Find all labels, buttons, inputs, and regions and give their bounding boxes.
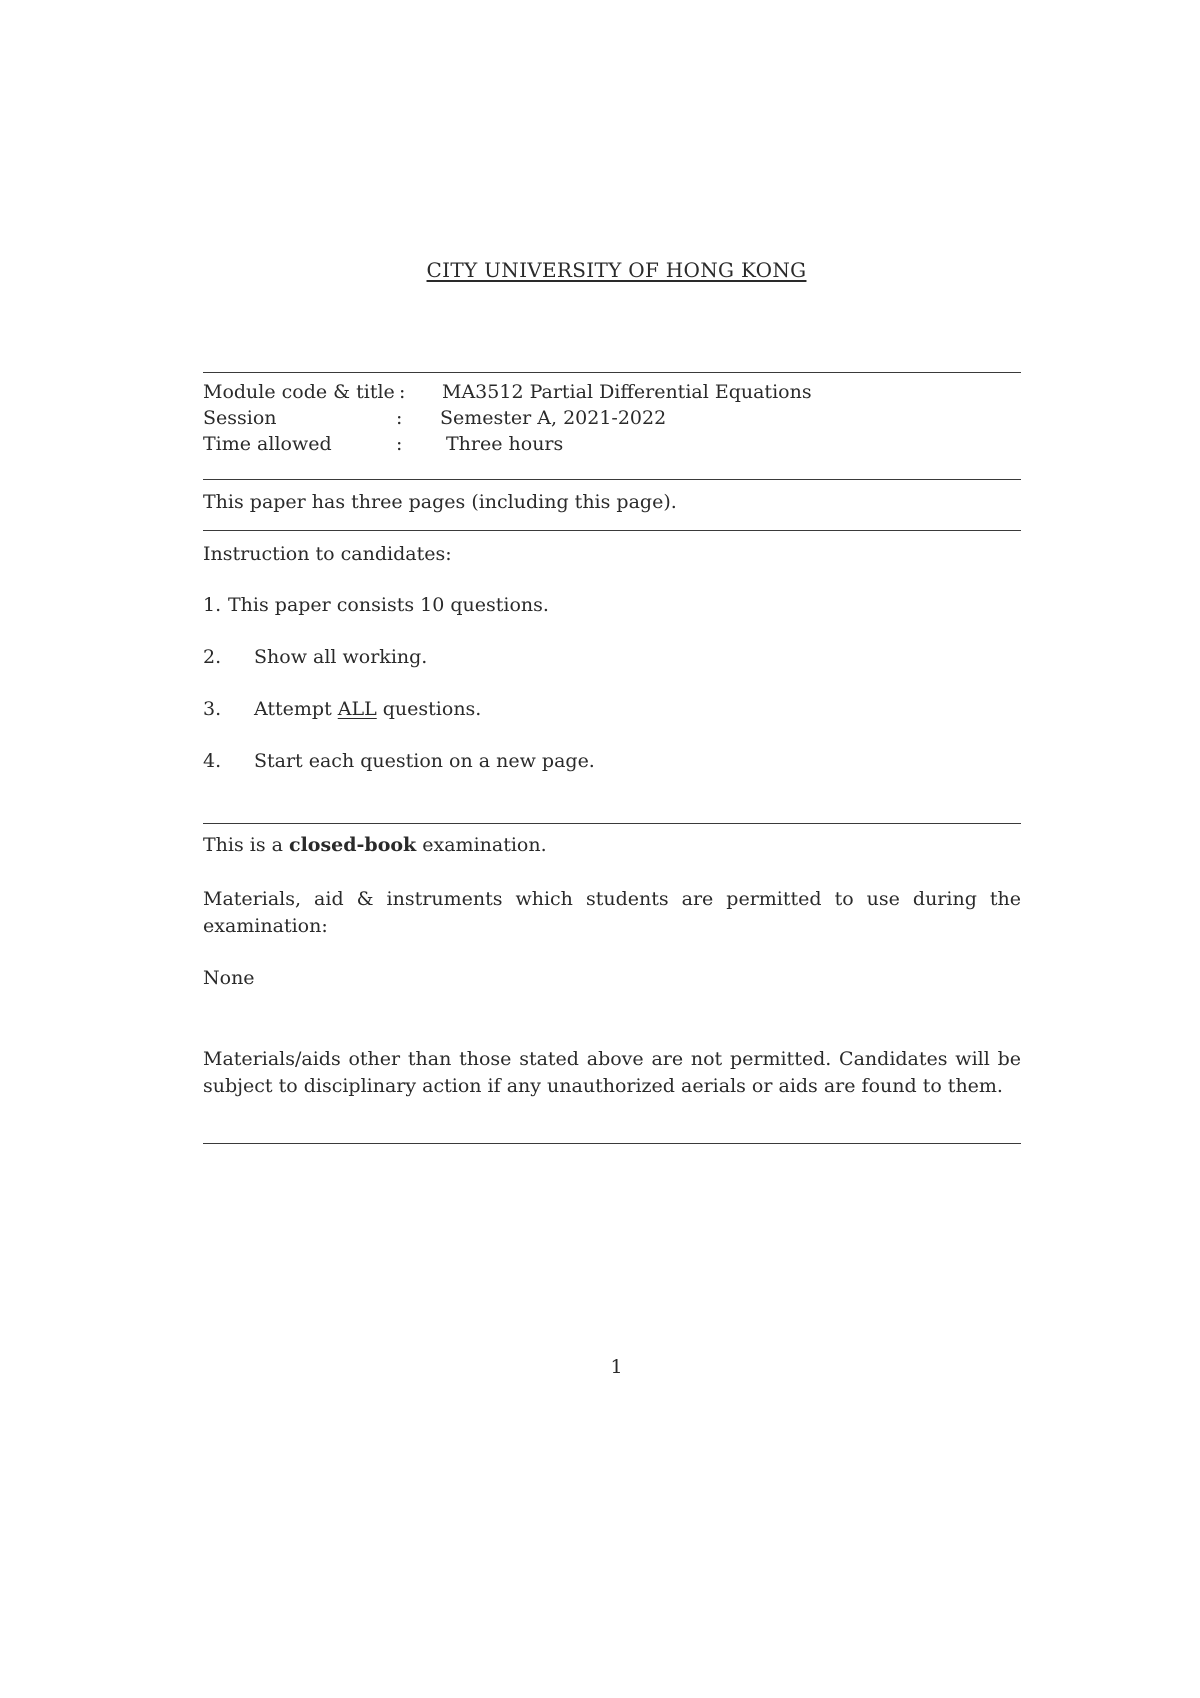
divider — [203, 372, 1021, 373]
session-value: Semester A, 2021-2022 — [440, 407, 667, 429]
list-item-number: 4. — [203, 750, 222, 772]
session-label: Session — [203, 407, 277, 429]
list-item-text: Attempt — [254, 698, 338, 720]
emphasis-all: ALL — [337, 698, 377, 720]
pages-note: This paper has three pages (including this page). — [203, 491, 677, 513]
list-item-number: 1. — [203, 594, 222, 616]
exam-type-bold: closed-book — [289, 834, 417, 856]
list-item: This paper consists 10 questions. — [228, 594, 549, 616]
list-item — [254, 698, 481, 720]
divider — [203, 1143, 1021, 1144]
materials-warning: Materials/aids other than those stated above are not permitted. Candidates will be subject to disciplinary action if any unauthorized aerials or aids are found to them. — [203, 1048, 1021, 1097]
module-value: MA3512 Partial Differential Equations — [442, 381, 812, 403]
exam-type — [203, 832, 547, 858]
module-label: Module code & title — [203, 381, 395, 403]
time-allowed-value: Three hours — [446, 433, 564, 455]
list-item: Start each question on a new page. — [254, 750, 595, 772]
session-colon: : — [396, 407, 403, 429]
list-item: Show all working. — [254, 646, 428, 668]
divider — [203, 530, 1021, 531]
divider — [203, 479, 1021, 480]
exam-type-text: examination. — [416, 834, 547, 856]
time-allowed-label: Time allowed — [203, 433, 332, 455]
materials-permitted-value: None — [203, 967, 255, 989]
materials-permitted-heading: Materials, aid & instruments which students are permitted to use during the examination: — [203, 888, 1021, 937]
page-number: 1 — [610, 1356, 623, 1378]
module-colon: : — [399, 381, 406, 403]
divider — [203, 823, 1021, 824]
list-item-number: 2. — [203, 646, 222, 668]
list-item-text: questions. — [376, 698, 482, 720]
university-title: CITY UNIVERSITY OF HONG KONG — [426, 258, 807, 282]
instructions-heading: Instruction to candidates: — [203, 543, 452, 565]
exam-type-text: This is a — [203, 834, 290, 856]
list-item-number: 3. — [203, 698, 222, 720]
time-allowed-colon: : — [396, 433, 403, 455]
